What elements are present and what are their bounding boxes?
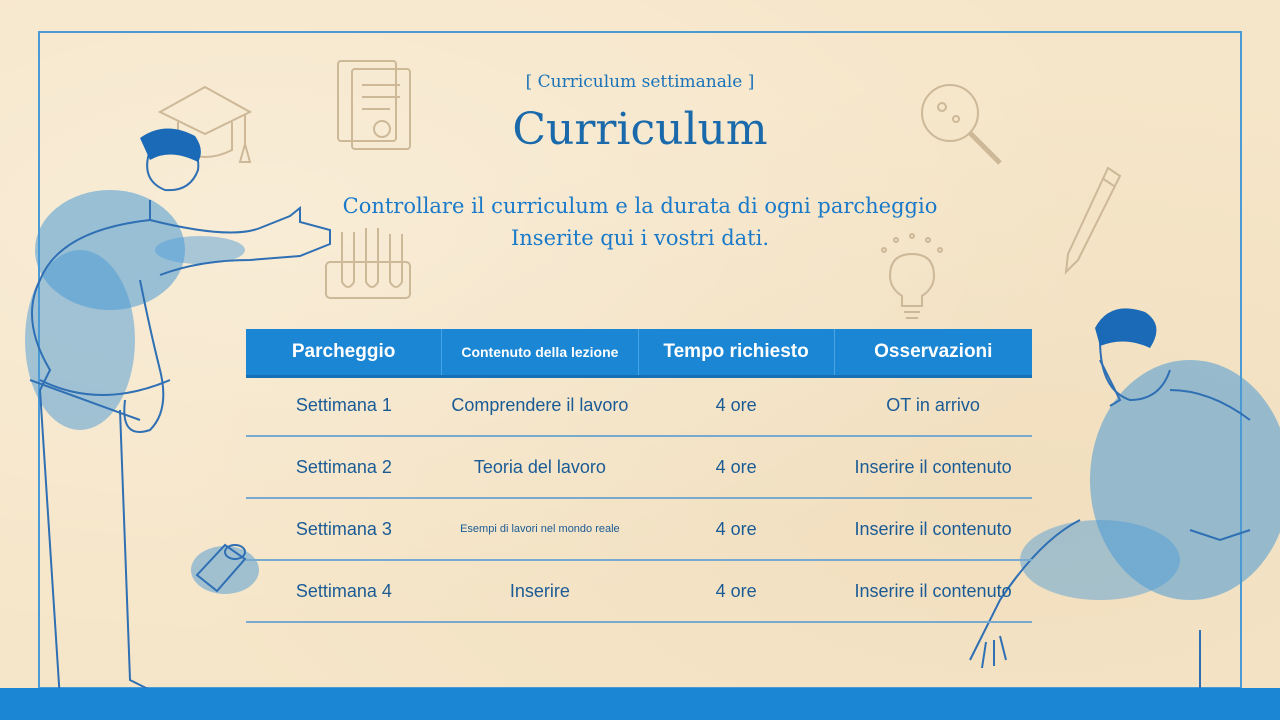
table-row: [246, 560, 1032, 622]
section-subtitle: [ Curriculum settimanale ]: [525, 72, 755, 92]
table-header-row: [246, 329, 1032, 375]
cell-content: Esempi di lavori nel mondo reale: [442, 498, 638, 560]
cell-week: Settimana 4: [246, 560, 442, 622]
header-tempo: Tempo richiesto: [638, 329, 834, 375]
cell-content: Inserire: [442, 560, 638, 622]
table-row: [246, 375, 1032, 436]
cell-week: Settimana 3: [246, 498, 442, 560]
header-parcheggio: Parcheggio: [246, 329, 442, 375]
page-title: Curriculum: [512, 104, 768, 155]
description-line-1: Controllare il curriculum e la durata di ogni parcheggio: [342, 194, 938, 218]
cell-notes: Inserire il contenuto: [834, 436, 1032, 498]
description-line-2: Inserite qui i vostri dati.: [510, 226, 770, 250]
cell-week: Settimana 1: [246, 375, 442, 436]
cell-time: 4 ore: [638, 375, 834, 436]
cell-time: 4 ore: [638, 436, 834, 498]
curriculum-table: [246, 329, 1032, 623]
cell-content: Comprendere il lavoro: [442, 375, 638, 436]
cell-notes: Inserire il contenuto: [834, 498, 1032, 560]
cell-week: Settimana 2: [246, 436, 442, 498]
bottom-bar: [0, 688, 1280, 720]
cell-notes: OT in arrivo: [834, 375, 1032, 436]
header-osservazioni: Osservazioni: [834, 329, 1032, 375]
table-row: [246, 436, 1032, 498]
cell-content: Teoria del lavoro: [442, 436, 638, 498]
cell-time: 4 ore: [638, 498, 834, 560]
cell-time: 4 ore: [638, 560, 834, 622]
header-contenuto: Contenuto della lezione: [442, 329, 638, 375]
cell-notes: Inserire il contenuto: [834, 560, 1032, 622]
table-row: [246, 498, 1032, 560]
